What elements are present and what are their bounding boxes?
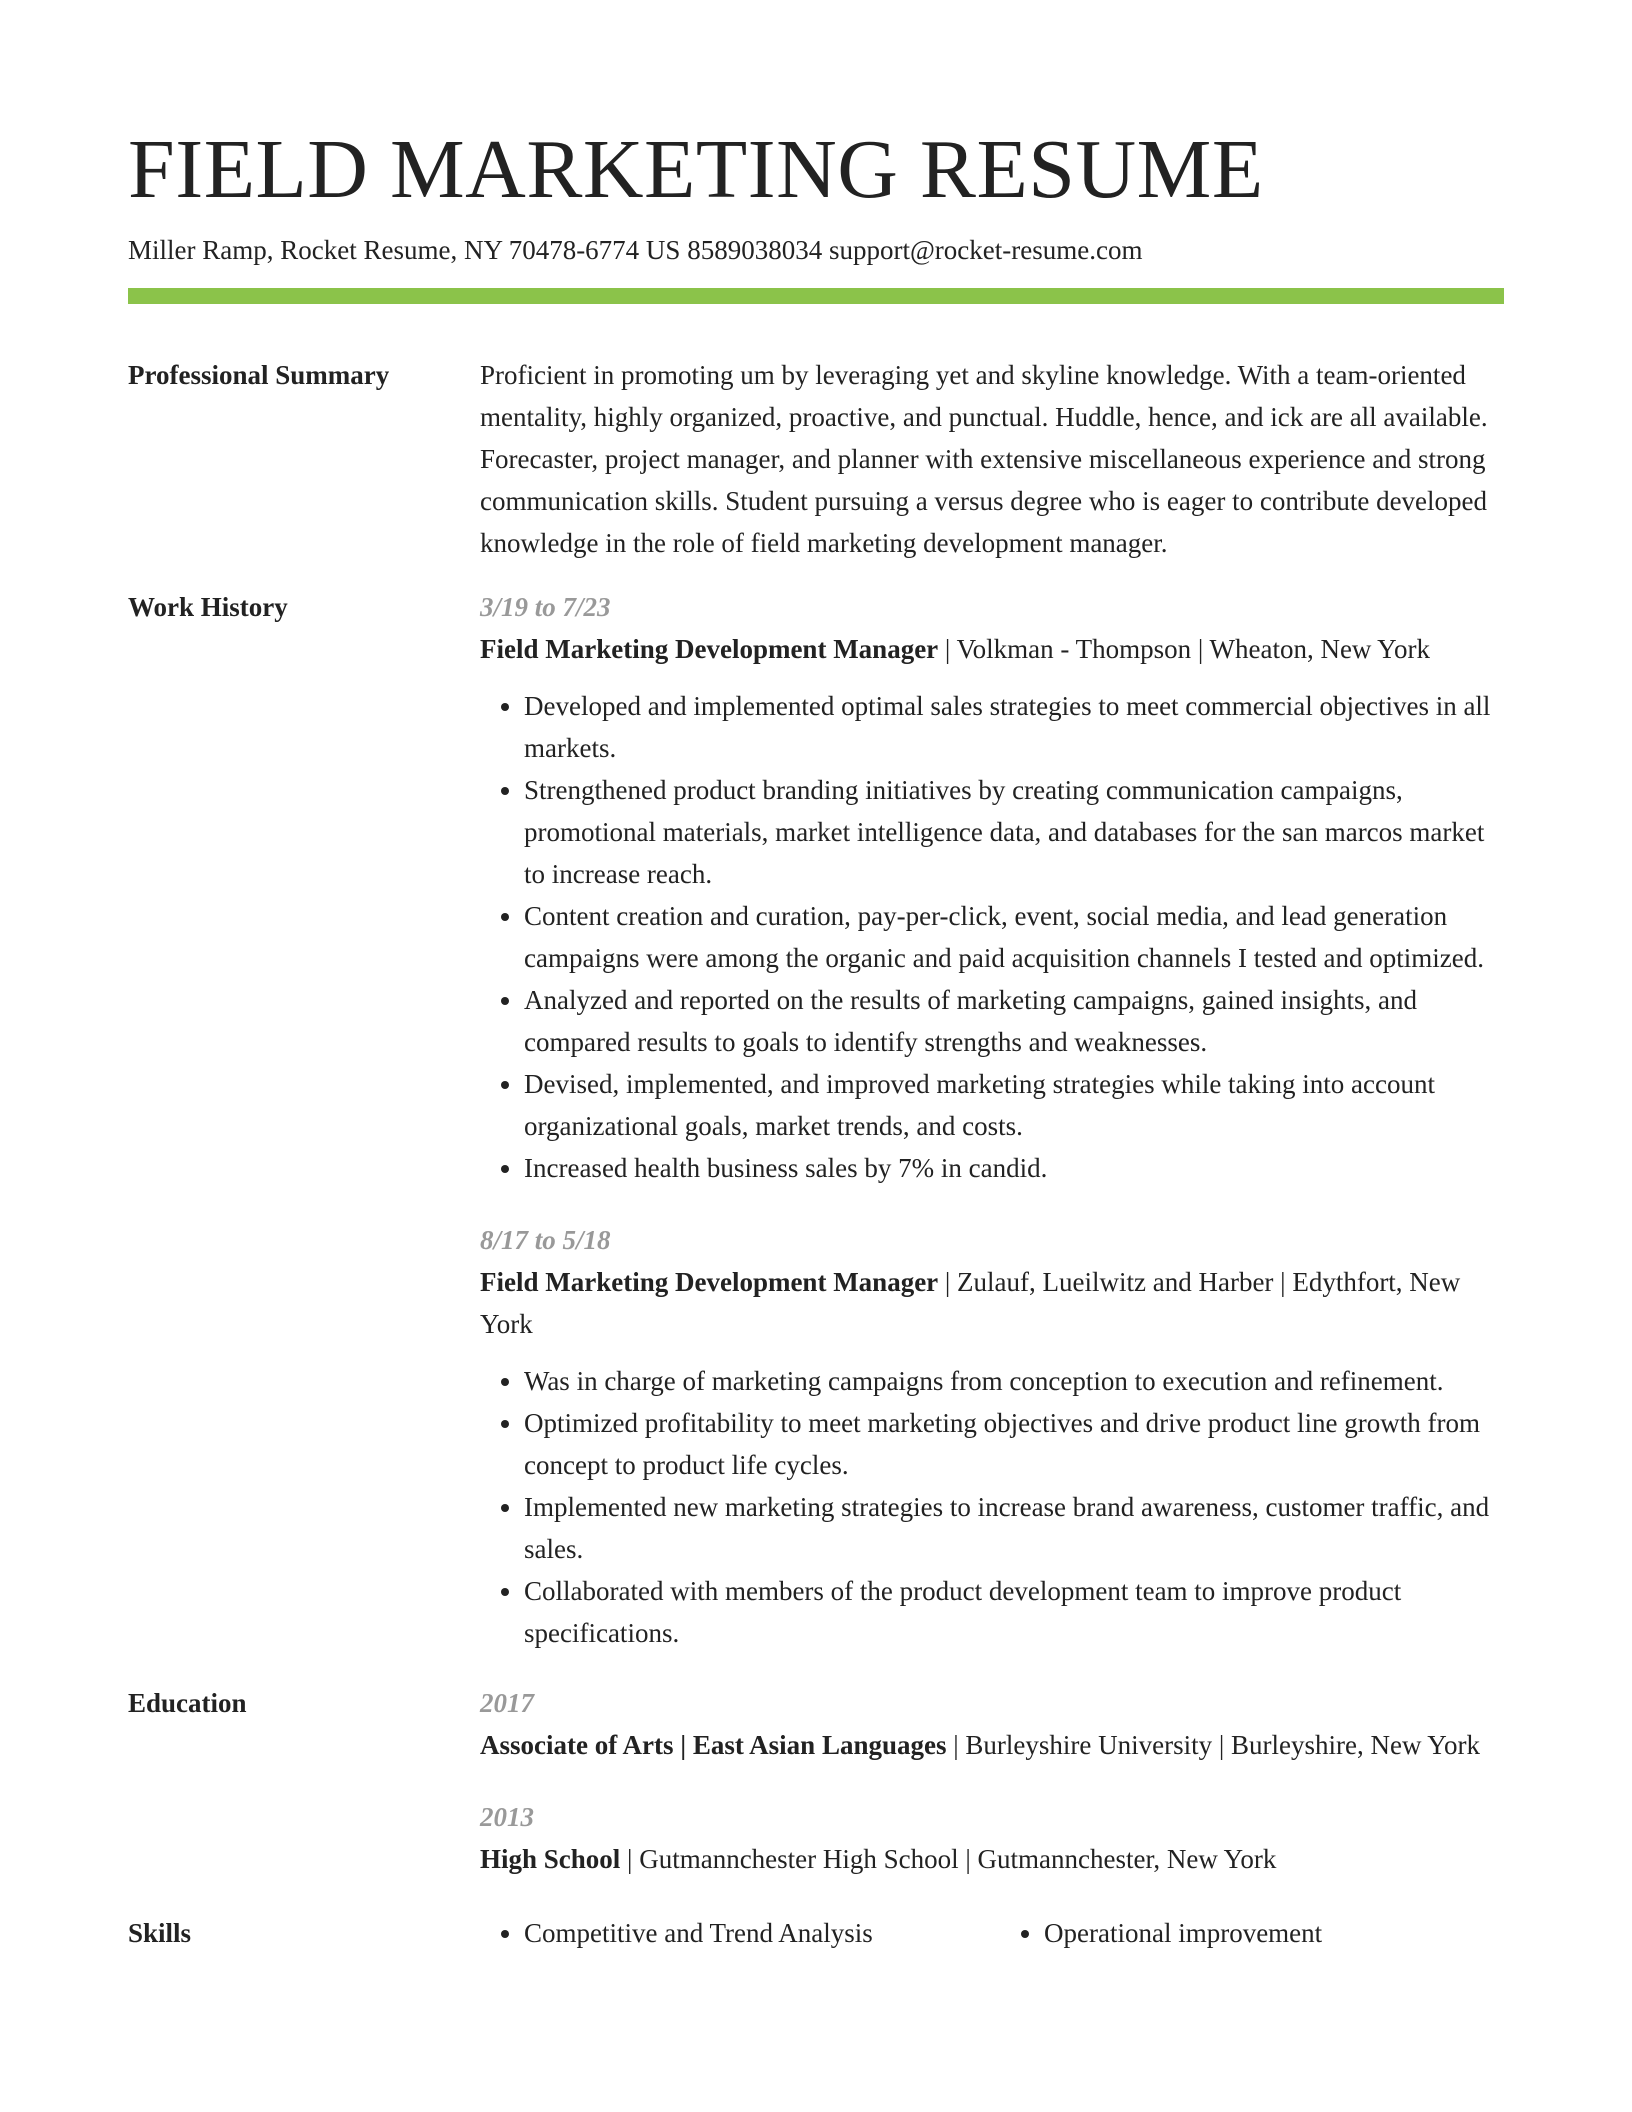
job-bullets: [480, 685, 1504, 1189]
resume-title: FIELD MARKETING RESUME: [128, 123, 1264, 216]
list-item: • Devised, implemented, and improved marketing strategies while taking into account organizational goals, market trends, and costs.: [524, 1063, 1504, 1147]
job-bullets: [480, 1360, 1504, 1654]
job-heading: [480, 628, 1504, 670]
contact-line: Miller Ramp, Rocket Resume, NY 70478-6774 US 8589038034 support@rocket-resume.com: [128, 235, 1143, 265]
skills-body: [480, 1912, 1504, 1954]
list-item: • Increased health business sales by 7% in candid.: [524, 1147, 1504, 1189]
education-heading: [480, 1838, 1504, 1880]
list-item: • Strengthened product branding initiatives by creating communication campaigns, promotional materials, market intelligence data, and databases for the san marcos market to increase reach.: [524, 769, 1504, 895]
section-label-education: Education: [128, 1688, 247, 1718]
job-details: | Volkman - Thompson | Wheaton, New York: [938, 634, 1430, 664]
job-entry: [480, 586, 1504, 1189]
education-heading: [480, 1724, 1504, 1766]
education-body: [480, 1682, 1504, 1880]
list-item: • Collaborated with members of the product development team to improve product specifications.: [524, 1570, 1504, 1654]
degree: Associate of Arts | East Asian Languages: [480, 1730, 947, 1760]
education-entry: [480, 1682, 1504, 1766]
job-title: Field Marketing Development Manager: [480, 1267, 939, 1297]
list-item: • Operational improvement: [1044, 1912, 1504, 1954]
list-item: • Competitive and Trend Analysis: [524, 1912, 984, 1954]
job-entry: [480, 1219, 1504, 1654]
education-details: | Gutmannchester High School | Gutmannchester, New York: [620, 1844, 1277, 1874]
education-details: | Burleyshire University | Burleyshire, New York: [946, 1730, 1480, 1760]
professional-summary-section: [128, 354, 1504, 564]
section-label-skills: Skills: [128, 1918, 192, 1948]
education-year: 2017: [480, 1688, 534, 1718]
education-section: [128, 1682, 1504, 1880]
list-item: • Content creation and curation, pay-per-click, event, social media, and lead generation campaigns were among the organic and paid acquisition channels I tested and optimized.: [524, 895, 1504, 979]
list-item: • Developed and implemented optimal sales strategies to meet commercial objectives in all markets.: [524, 685, 1504, 769]
degree: High School: [480, 1844, 621, 1874]
job-heading: [480, 1261, 1504, 1345]
list-item: • Optimized profitability to meet marketing objectives and drive product line growth from concept to product life cycles.: [524, 1402, 1504, 1486]
work-history-body: [480, 586, 1504, 1654]
list-item: • Was in charge of marketing campaigns from conception to execution and refinement.: [524, 1360, 1504, 1402]
resume-page: [128, 0, 1504, 1954]
job-dates: 3/19 to 7/23: [480, 592, 611, 622]
skills-list: [480, 1912, 1504, 1954]
list-item: • Implemented new marketing strategies to increase brand awareness, customer traffic, and sales.: [524, 1486, 1504, 1570]
job-dates: 8/17 to 5/18: [480, 1225, 611, 1255]
skills-section: [128, 1912, 1504, 1954]
job-title: Field Marketing Development Manager: [480, 634, 939, 664]
work-history-section: [128, 586, 1504, 1654]
education-year: 2013: [480, 1802, 534, 1832]
section-label-work-history: Work History: [128, 592, 288, 622]
summary-text: Proficient in promoting um by leveraging yet and skyline knowledge. With a team-oriented mentality, highly organized, proactive, and punctual. Huddle, hence, and ick are all available. Forecaster, project manager, and planner with extensive miscellaneous experience and strong communication skills. Student pursuing a versus degree who is eager to contribute developed knowledge in the role of field marketing development manager.: [480, 360, 1488, 558]
education-entry: [480, 1796, 1504, 1880]
list-item: • Analyzed and reported on the results of marketing campaigns, gained insights, and compared results to goals to identify strengths and weaknesses.: [524, 979, 1504, 1063]
section-label-summary: Professional Summary: [128, 360, 390, 390]
accent-divider: [128, 288, 1504, 304]
job-details: | Zulauf, Lueilwitz and Harber | Edythfort, New York: [480, 1267, 1461, 1339]
